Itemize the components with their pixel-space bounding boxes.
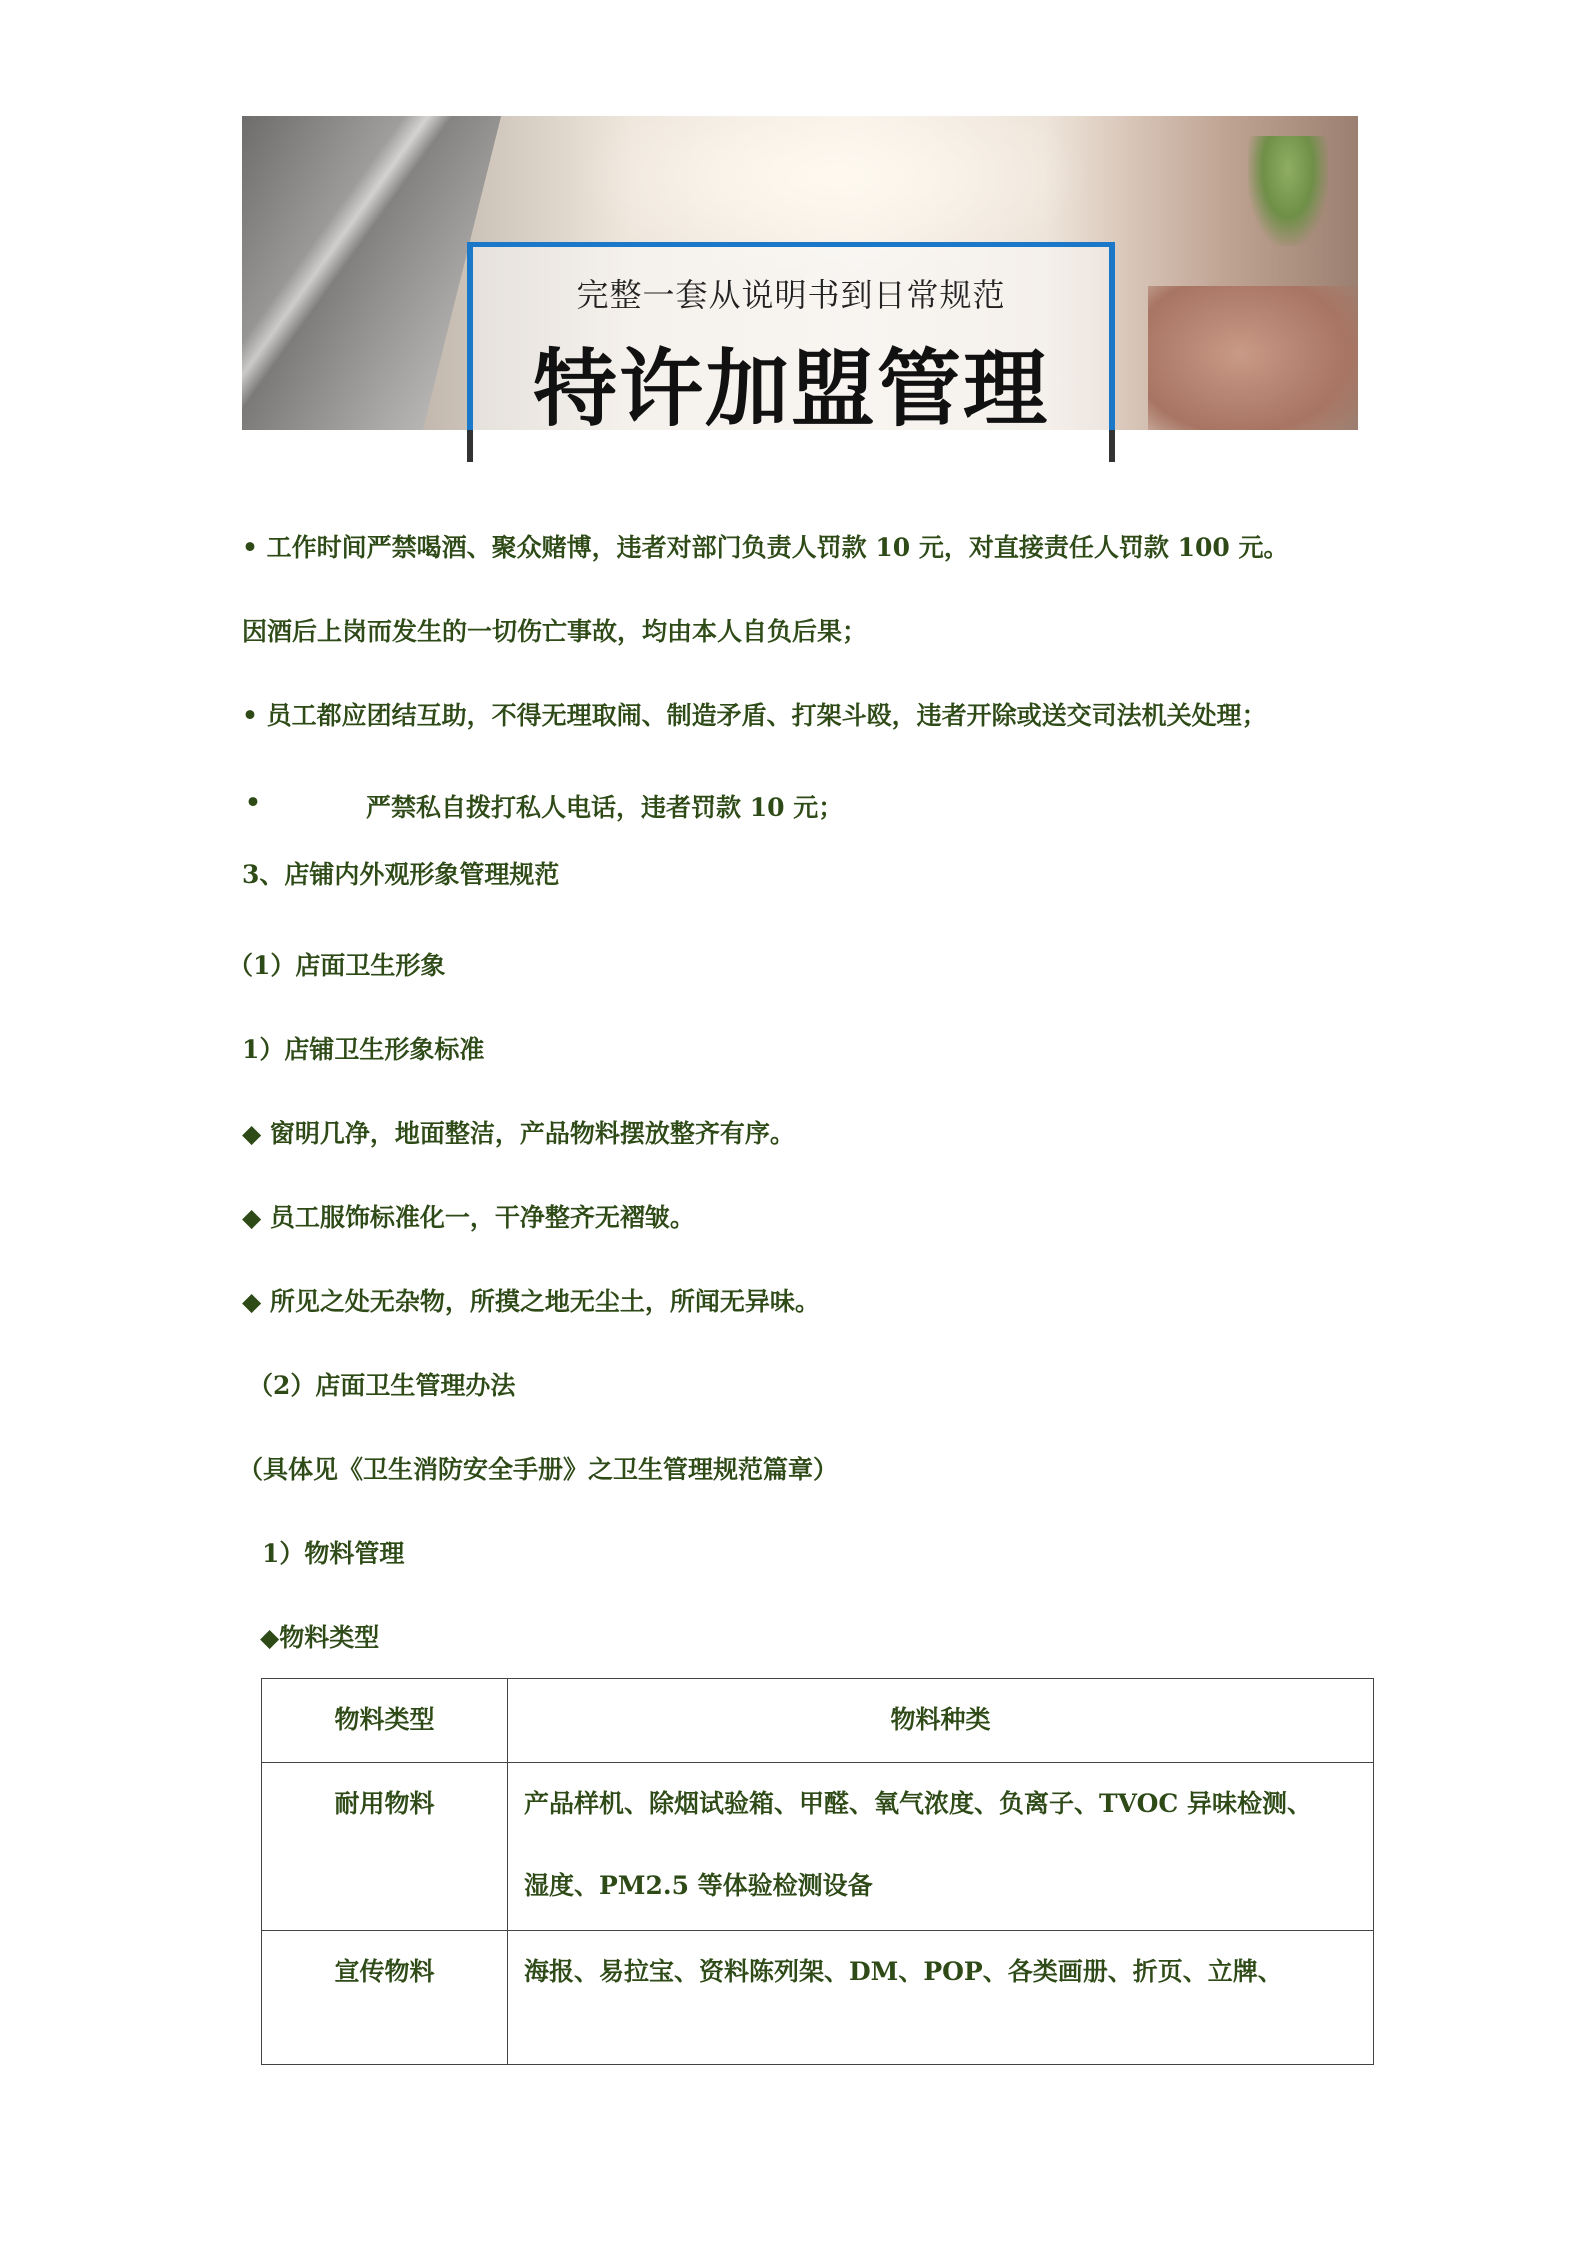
rule-phone-bullet: •	[245, 788, 261, 817]
banner-plant-graphic	[1248, 136, 1328, 246]
banner-hand-graphic	[1148, 286, 1358, 430]
frame-leg-right	[1109, 430, 1115, 462]
cell-type-promotional: 宣传物料	[262, 1931, 508, 2065]
banner-title: 特许加盟管理	[532, 340, 1049, 438]
rule-mutual-help: • 员工都应团结互助，不得无理取闹、制造矛盾、打架斗殴，违者开除或送交司法机关处理；	[242, 701, 1267, 730]
item-heading-hygiene-standard: 1）店铺卫生形象标准	[242, 1035, 485, 1064]
banner-subtitle: 完整一套从说明书到日常规范	[576, 276, 1006, 314]
rule-no-personal-calls: 严禁私自拨打私人电话，违者罚款 10 元；	[366, 793, 844, 822]
table-row	[262, 1931, 1374, 2065]
cell-kinds-durable-line1: 产品样机、除烟试验箱、甲醛、氧气浓度、负离子、TVOC 异味检测、	[524, 1789, 1312, 1818]
cell-kinds-durable-line2: 湿度、PM2.5 等体验检测设备	[524, 1871, 873, 1900]
rule-no-drinking: • 工作时间严禁喝酒、聚众赌博，违者对部门负责人罚款 10 元，对直接责任人罚款 100 元。	[242, 533, 1289, 562]
item-heading-material-types: ◆物料类型	[260, 1623, 380, 1652]
standard-clean-windows: ◆ 窗明几净，地面整洁，产品物料摆放整齐有序。	[242, 1119, 795, 1148]
header-cell-type: 物料类型	[262, 1679, 508, 1763]
rule-drinking-consequence: 因酒后上岗而发生的一切伤亡事故，均由本人自负后果；	[242, 617, 868, 646]
subsection-heading-storefront-hygiene: （1）店面卫生形象	[228, 951, 446, 980]
standard-uniform-dress: ◆ 员工服饰标准化一，干净整齐无褶皱。	[242, 1203, 695, 1232]
cell-kinds-promotional	[508, 1931, 1374, 2065]
subsection-heading-hygiene-methods: （2）店面卫生管理办法	[248, 1371, 516, 1400]
section-heading-store-image: 3、店铺内外观形象管理规范	[242, 860, 560, 889]
header-cell-kinds: 物料种类	[508, 1679, 1374, 1763]
standard-no-clutter: ◆ 所见之处无杂物，所摸之地无尘土，所闻无异味。	[242, 1287, 820, 1316]
material-types-table	[261, 1678, 1374, 2065]
cell-kinds-promotional-line1: 海报、易拉宝、资料陈列架、DM、POP、各类画册、折页、立牌、	[524, 1957, 1283, 1986]
item-heading-material-management: 1）物料管理	[262, 1539, 405, 1568]
cell-type-durable: 耐用物料	[262, 1763, 508, 1931]
banner-laptop-graphic	[242, 116, 501, 430]
reference-note-manual: （具体见《卫生消防安全手册》之卫生管理规范篇章）	[238, 1455, 839, 1484]
